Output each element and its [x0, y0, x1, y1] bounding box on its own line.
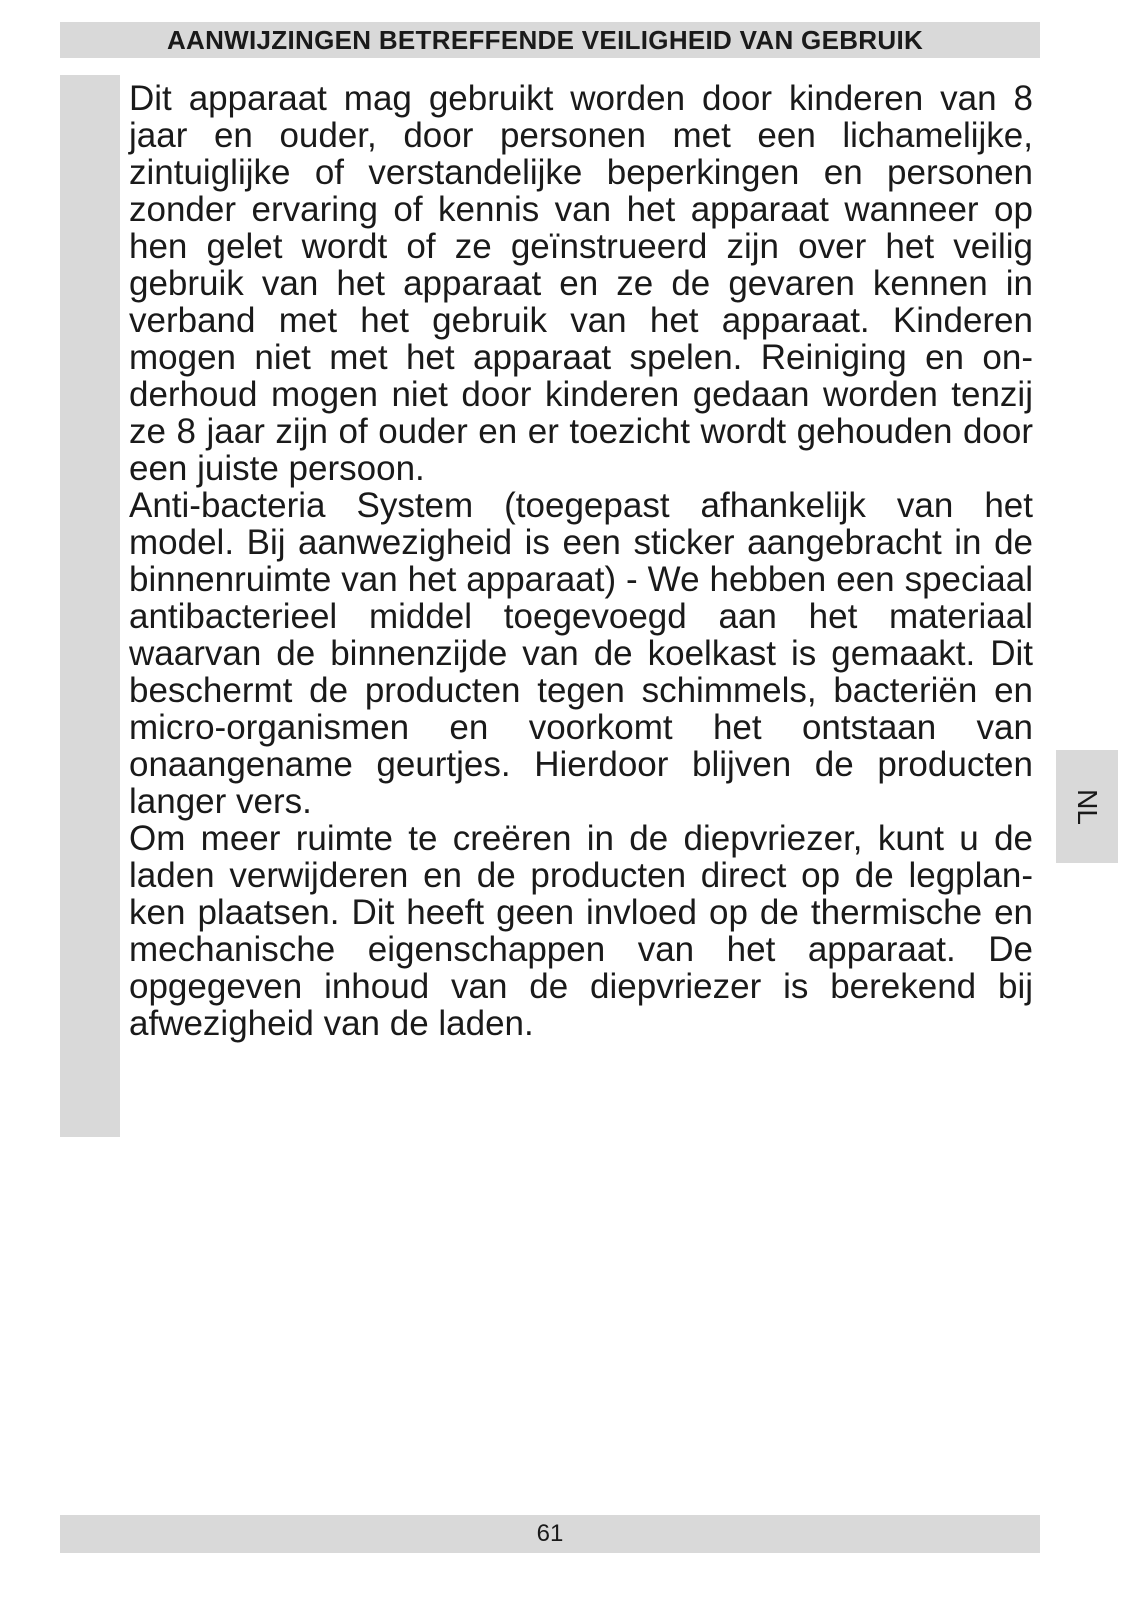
footer-bar	[60, 1515, 1040, 1553]
body-text	[129, 80, 1033, 1042]
left-margin-bar	[60, 75, 120, 1137]
language-tab	[1056, 750, 1118, 863]
section-header-bar	[60, 22, 1040, 58]
paragraph-anti-bacteria: Anti-bacteria System (toegepast afhankelijk van het model. Bij aanwezigheid is een sticker aangebracht in de binnenruimte van het apparaat) - We hebben een speciaal antibacterieel middel toegevoegd aan het materiaal waarvan de binnenzijde van de koelkast is gemaakt. Dit beschermt de producten tegen schimmels, bacteriën en micro-organismen en voorkomt het ontstaan van onaangename geurtjes. Hierdoor blijven de producten langer vers.	[129, 486, 1033, 821]
page-number: 61	[536, 1520, 564, 1547]
paragraph-children-safety: Dit apparaat mag gebruikt worden door kinderen van 8 jaar en ouder, door personen met een lichamelijke, zintuiglijke of verstandelijke beperkingen en personen zonder ervaring of kennis van het apparaat wanneer op hen gelet wordt of ze geïnstrueerd zijn over het veilig gebruik van het apparaat en ze de gevaren kennen in verband met het gebruik van het apparaat. Kinderen mogen niet met het apparaat spelen. Reiniging en onderhoud mogen niet door kinderen gedaan worden tenzij ze 8 jaar zijn of ouder en er toezicht wordt gehouden door een juiste persoon.	[129, 79, 1033, 488]
paragraph-freezer-space: Om meer ruimte te creëren in de diepvriezer, kunt u de laden verwijderen en de producten direct op de legplanken plaatsen. Dit heeft geen invloed op de thermische en mechanische eigenschappen van het apparaat. De opgegeven inhoud van de diepvriezer is berekend bij afwezigheid van de laden.	[129, 819, 1033, 1043]
language-label: NL	[1071, 788, 1103, 825]
section-title: AANWIJZINGEN BETREFFENDE VEILIGHEID VAN GEBRUIK	[166, 24, 924, 55]
